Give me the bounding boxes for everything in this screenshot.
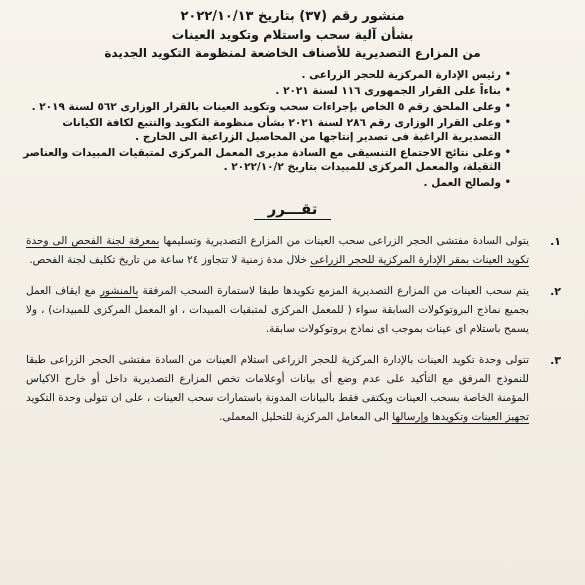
- document-header: [0, 0, 585, 62]
- article-text-underlined: تجهيز العينات وتكويدها وإرسالها: [392, 411, 529, 423]
- article-text-underlined: بمعرفة لجنة الفحص الى وحدة تكويد العينات بمقر الإدارة المركزية للحجر الزراعى: [26, 235, 529, 266]
- article-number: ٢.: [550, 285, 561, 298]
- preamble-item: • رئيس الإدارة المركزية للحجر الزراعى .: [18, 68, 511, 82]
- article-text-underlined: بالمنشور: [99, 285, 139, 297]
- decision-heading: [0, 200, 585, 218]
- preamble-item: • بناءاً على القرار الجمهورى ١١٦ لسنة ٢٠٢١ .: [18, 84, 511, 98]
- circular-subject: بشأن آلية سحب واستلام وتكويد العينات: [171, 27, 414, 42]
- preamble-list: [0, 68, 585, 190]
- article-2: [0, 282, 585, 339]
- article-text: الى المعامل المركزية للتحليل المعملى.: [219, 411, 393, 423]
- decision-title: تقـــرر: [254, 200, 332, 220]
- article-number: ١.: [550, 235, 561, 248]
- article-1: [0, 232, 585, 270]
- article-text: يتولى السادة مفتشى الحجر الزراعى سحب العينات من المزارع التصديرية وتسليمها: [159, 235, 530, 247]
- article-text: تتولى وحدة تكويد العينات بالإدارة المركزية للحجر الزراعى استلام العينات من السادة مفتشى الحجر الزراعى طبقا للنموذج المرفق مع التأكيد على عدم وضع أى بيانات أوعلامات تخص المزارع التصديرية داخل أو خارج الاكياس المؤمنة الخاصة بسحب العينات ويكتفى فقط بالبيانات المدونة باستمارات سحب العينات ، على ان تتولى وحدة التكويد: [26, 354, 529, 404]
- circular-subject-detail: من المزارع التصديرية للأصناف الخاضعة لمنظومة التكويد الجديدة: [104, 46, 481, 60]
- preamble-item: • وعلى نتائج الاجتماع التنسيقى مع السادة مديرى المعمل المركزى لمتبقيات المبيدات والعناصر الثقيلة، والمعمل المركزى للمبيدات بتاريخ ٢٠٢٢/١٠/٢ .: [18, 146, 511, 174]
- preamble-item: • ولصالح العمل .: [18, 176, 511, 190]
- circular-number-title: منشور رقم (٣٧) بتاريخ ٢٠٢٢/١٠/١٣: [180, 9, 405, 24]
- article-text: مع ايقاف العمل بجميع نماذج البروتوكولات السابقة سواء ( للمعمل المركزى لمتبقيات المبيدات ، او المعمل المركزى للمبيدات) ، ولا يسمح باستلام اى عينات بموجب اى نماذج بروتوكولات سابقة.: [26, 285, 529, 335]
- preamble-item: • وعلى الملحق رقم ٥ الخاص بإجراءات سحب وتكويد العينات بالقرار الوزارى ٥٦٢ لسنة ٢٠١٩ .: [18, 100, 511, 114]
- article-text: يتم سحب العينات من المزارع التصديرية المزمع تكويدها طبقا لاستمارة السحب المرفقة: [138, 285, 529, 297]
- article-3: [0, 351, 585, 427]
- preamble-item: • وعلى القرار الوزارى رقم ٢٨٦ لسنة ٢٠٢١ بشأن منظومة التكويد والتتبع لكافة الكيانات التصديرية الراغبة فى تصدير إنتاجها من المحاصيل الزراعية الى الخارج .: [18, 116, 511, 144]
- article-number: ٣.: [550, 354, 561, 367]
- article-text: خلال مدة زمنية لا تتجاوز ٢٤ ساعة من تاريخ تكليف لجنة الفحص.: [29, 254, 311, 266]
